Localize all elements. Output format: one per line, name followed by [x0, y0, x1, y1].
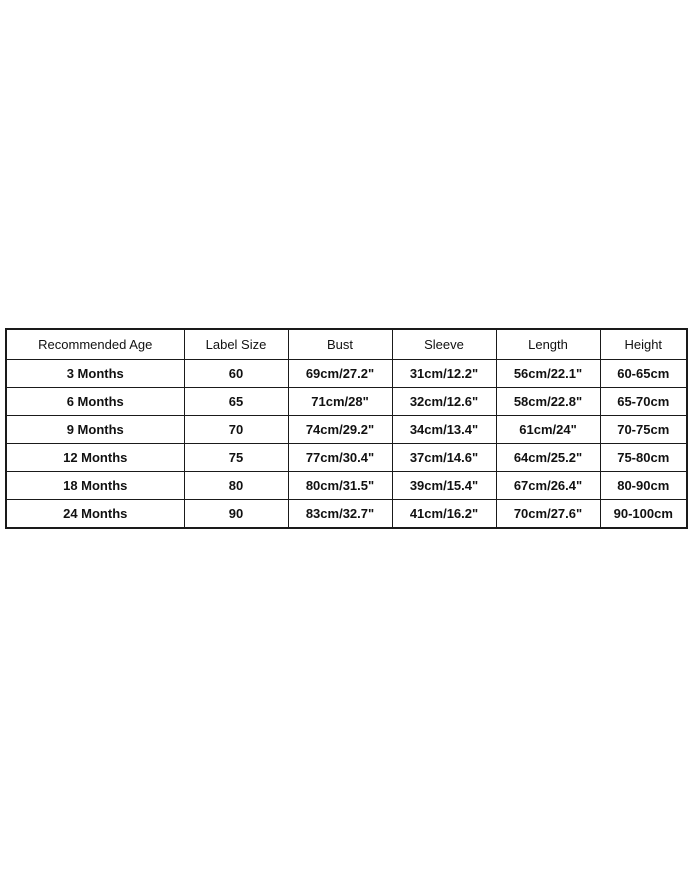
cell-label-size: 60 — [184, 360, 288, 388]
cell-sleeve: 34cm/13.4" — [392, 416, 496, 444]
cell-bust: 69cm/27.2" — [288, 360, 392, 388]
cell-bust: 80cm/31.5" — [288, 472, 392, 500]
cell-label-size: 65 — [184, 388, 288, 416]
table-row — [6, 416, 687, 444]
size-chart-table — [5, 328, 688, 529]
cell-length: 67cm/26.4" — [496, 472, 600, 500]
cell-length: 70cm/27.6" — [496, 500, 600, 529]
cell-bust: 71cm/28" — [288, 388, 392, 416]
cell-height: 75-80cm — [600, 444, 687, 472]
header-height: Height — [600, 329, 687, 360]
cell-age: 12 Months — [6, 444, 184, 472]
cell-height: 65-70cm — [600, 388, 687, 416]
cell-height: 60-65cm — [600, 360, 687, 388]
cell-height: 90-100cm — [600, 500, 687, 529]
header-length: Length — [496, 329, 600, 360]
cell-age: 24 Months — [6, 500, 184, 529]
cell-sleeve: 41cm/16.2" — [392, 500, 496, 529]
cell-bust: 77cm/30.4" — [288, 444, 392, 472]
cell-label-size: 70 — [184, 416, 288, 444]
cell-sleeve: 32cm/12.6" — [392, 388, 496, 416]
table-header-row — [6, 329, 687, 360]
cell-height: 70-75cm — [600, 416, 687, 444]
table-row — [6, 444, 687, 472]
table-row — [6, 472, 687, 500]
cell-sleeve: 31cm/12.2" — [392, 360, 496, 388]
cell-label-size: 75 — [184, 444, 288, 472]
cell-bust: 74cm/29.2" — [288, 416, 392, 444]
header-sleeve: Sleeve — [392, 329, 496, 360]
header-bust: Bust — [288, 329, 392, 360]
table-row — [6, 360, 687, 388]
cell-height: 80-90cm — [600, 472, 687, 500]
cell-label-size: 90 — [184, 500, 288, 529]
cell-sleeve: 39cm/15.4" — [392, 472, 496, 500]
cell-sleeve: 37cm/14.6" — [392, 444, 496, 472]
cell-length: 56cm/22.1" — [496, 360, 600, 388]
cell-length: 58cm/22.8" — [496, 388, 600, 416]
cell-bust: 83cm/32.7" — [288, 500, 392, 529]
cell-age: 18 Months — [6, 472, 184, 500]
cell-age: 3 Months — [6, 360, 184, 388]
table-row — [6, 388, 687, 416]
table-row — [6, 500, 687, 529]
header-recommended-age: Recommended Age — [6, 329, 184, 360]
cell-length: 64cm/25.2" — [496, 444, 600, 472]
header-label-size: Label Size — [184, 329, 288, 360]
cell-label-size: 80 — [184, 472, 288, 500]
cell-age: 6 Months — [6, 388, 184, 416]
cell-age: 9 Months — [6, 416, 184, 444]
cell-length: 61cm/24" — [496, 416, 600, 444]
